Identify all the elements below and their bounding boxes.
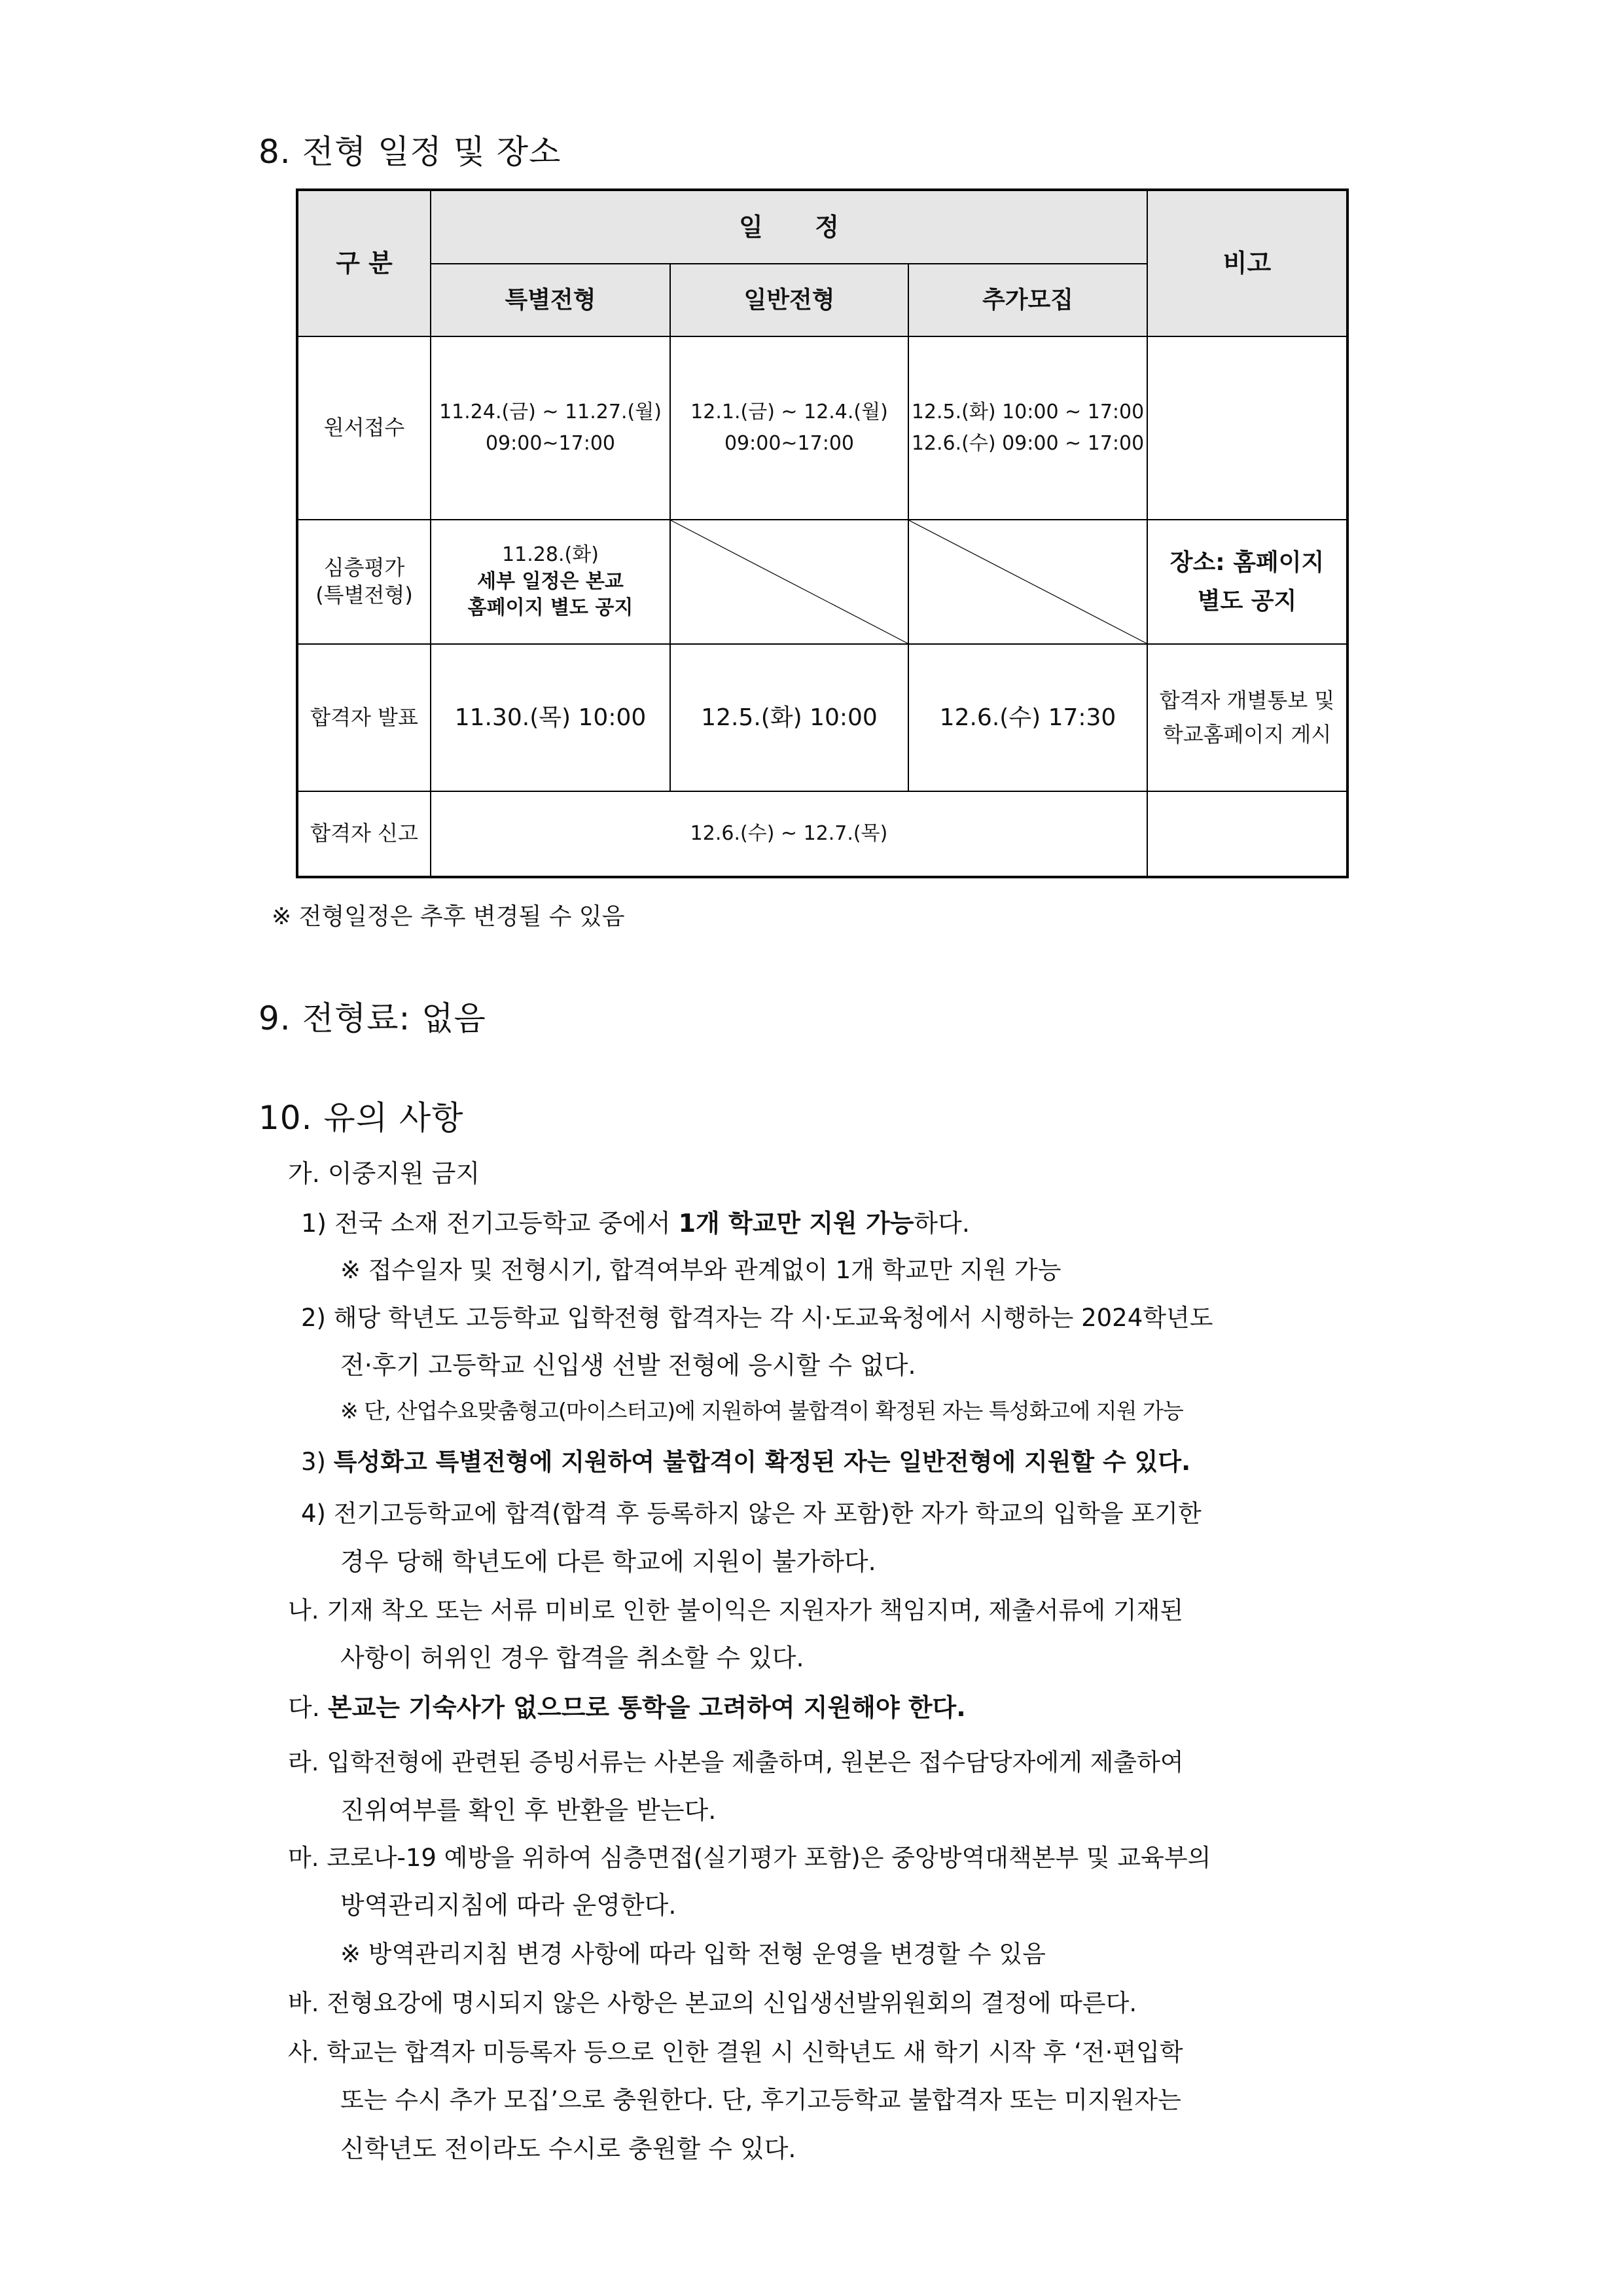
cell-special-evaluation: [431, 520, 670, 644]
cell-additional-application: [908, 336, 1147, 520]
item-ra-line2: 진위여부를 확인 후 반환을 받는다.: [340, 1796, 717, 1825]
item-1: [301, 1203, 970, 1239]
item-na-line2: 사항이 허위인 경우 합격을 취소할 수 있다.: [340, 1643, 804, 1672]
cell-line: 09:00~17:00: [724, 432, 855, 455]
cell-line: 11.28.(화): [502, 543, 599, 567]
cell-line: 12.5.(화) 10:00 ~ 17:00: [911, 401, 1145, 423]
header-remarks: 비고: [1147, 190, 1347, 336]
header-schedule: 일 정: [431, 190, 1147, 264]
item-emphasis: 본교는 기숙사가 없으므로 통학을 고려하여 지원해야 한다.: [327, 1693, 966, 1722]
header-gubun: 구 분: [297, 190, 431, 336]
item-na-line1: 나. 기재 착오 또는 서류 미비로 인한 불이익은 지원자가 책임지며, 제출서류에 기재된: [288, 1596, 1184, 1624]
row-label-registration: 합격자 신고: [297, 791, 431, 877]
item-da: [288, 1687, 966, 1723]
diagonal-slash: [909, 520, 1147, 643]
item-4-line2: 경우 당해 학년도에 다른 학교에 지원이 불가하다.: [340, 1547, 876, 1576]
item-sa-line3: 신학년도 전이라도 수시로 충원할 수 있다.: [340, 2134, 796, 2163]
item-text: 1) 전국 소재 전기고등학교 중에서: [301, 1209, 679, 1238]
cell-line: 학교홈페이지 게시: [1162, 721, 1332, 747]
cell-registration-period: 12.6.(수) ~ 12.7.(목): [431, 791, 1147, 877]
cell-remarks-evaluation: [1147, 520, 1347, 644]
cell-line: 장소: 홈페이지: [1169, 548, 1325, 576]
schedule-change-note: ※ 전형일정은 추후 변경될 수 있음: [272, 903, 625, 930]
table-row: [297, 520, 1347, 644]
cell-line: 09:00~17:00: [485, 432, 616, 455]
item-2-line1: 2) 해당 학년도 고등학교 입학전형 합격자는 각 시·도교육청에서 시행하는 2024학년도: [301, 1304, 1213, 1332]
cell-remarks-announcement: [1147, 644, 1347, 791]
item-text: 다.: [288, 1693, 328, 1722]
row-label-announcement: 합격자 발표: [297, 644, 431, 791]
item-2-line2: 전·후기 고등학교 신입생 선발 전형에 응시할 수 없다.: [340, 1351, 916, 1380]
cell-line: 12.1.(금) ~ 12.4.(월): [690, 401, 888, 423]
item-ba: 바. 전형요강에 명시되지 않은 사항은 본교의 신입생선발위원회의 결정에 따른다.: [288, 1989, 1137, 2017]
cell-line: 11.24.(금) ~ 11.27.(월): [439, 401, 662, 423]
cell-remarks-empty: [1147, 791, 1347, 877]
diagonal-slash: [671, 520, 908, 643]
cell-special-application: [431, 336, 670, 520]
cell-line: (특별전형): [315, 583, 413, 607]
cell-line: 홈페이지 별도 공지: [467, 596, 633, 620]
item-emphasis: 특성화고 특별전형에 지원하여 불합격이 확정된 자는 일반전형에 지원할 수 있다.: [333, 1448, 1191, 1476]
cell-line: 심층평가: [323, 555, 405, 581]
item-2-note: ※ 단, 산업수요맞춤형고(마이스터고)에 지원하여 불합격이 확정된 자는 특성화고에 지원 가능: [340, 1398, 1183, 1424]
cell-additional-announcement: 12.6.(수) 17:30: [908, 644, 1147, 791]
header-special: 특별전형: [431, 264, 670, 336]
header-additional: 추가모집: [908, 264, 1147, 336]
cell-remarks-empty: [1147, 336, 1347, 520]
cell-line: 세부 일정은 본교: [477, 569, 624, 593]
item-emphasis: 1개 학교만 지원 가능: [678, 1209, 914, 1238]
row-label-application: 원서접수: [297, 336, 431, 520]
item-sa-line2: 또는 수시 추가 모집’으로 충원한다. 단, 후기고등학교 불합격자 또는 미지원자는: [340, 2086, 1181, 2114]
cell-line: 12.6.(수) 09:00 ~ 17:00: [911, 432, 1145, 455]
cell-general-announcement: 12.5.(화) 10:00: [670, 644, 908, 791]
cell-line: 합격자 개별통보 및: [1159, 688, 1335, 713]
item-1-note: ※ 접수일자 및 전형시기, 합격여부와 관계없이 1개 학교만 지원 가능: [340, 1256, 1061, 1284]
item-3: [301, 1442, 1190, 1477]
table-header-row: [297, 190, 1347, 264]
schedule-table: [296, 188, 1349, 878]
section-10-title: 10. 유의 사항: [259, 1099, 464, 1137]
item-ma-line2: 방역관리지침에 따라 운영한다.: [340, 1891, 677, 1920]
item-ga: 가. 이중지원 금지: [288, 1159, 480, 1188]
item-text: 3): [301, 1448, 334, 1476]
header-general: 일반전형: [670, 264, 908, 336]
table-row: [297, 336, 1347, 520]
section-9-title: 9. 전형료: 없음: [259, 999, 486, 1037]
cell-additional-evaluation-na: [908, 520, 1147, 644]
cell-general-application: [670, 336, 908, 520]
item-text: 하다.: [914, 1209, 970, 1238]
row-label-evaluation: [297, 520, 431, 644]
item-sa-line1: 사. 학교는 합격자 미등록자 등으로 인한 결원 시 신학년도 새 학기 시작 후 ‘전·편입학: [288, 2038, 1183, 2066]
item-ra-line1: 라. 입학전형에 관련된 증빙서류는 사본을 제출하며, 원본은 접수담당자에게 제출하여: [288, 1748, 1184, 1776]
table-row: [297, 644, 1347, 791]
item-4-line1: 4) 전기고등학교에 합격(합격 후 등록하지 않은 자 포함)한 자가 학교의 입학을 포기한: [301, 1499, 1202, 1528]
item-ma-note: ※ 방역관리지침 변경 사항에 따라 입학 전형 운영을 변경할 수 있음: [340, 1940, 1046, 1968]
item-ma-line1: 마. 코로나-19 예방을 위하여 심층면접(실기평가 포함)은 중앙방역대책본부 및 교육부의: [288, 1844, 1211, 1872]
cell-general-evaluation-na: [670, 520, 908, 644]
section-8-title: 8. 전형 일정 및 장소: [259, 133, 562, 171]
table-row: [297, 791, 1347, 877]
cell-special-announcement: 11.30.(목) 10:00: [431, 644, 670, 791]
cell-line: 별도 공지: [1197, 588, 1297, 615]
